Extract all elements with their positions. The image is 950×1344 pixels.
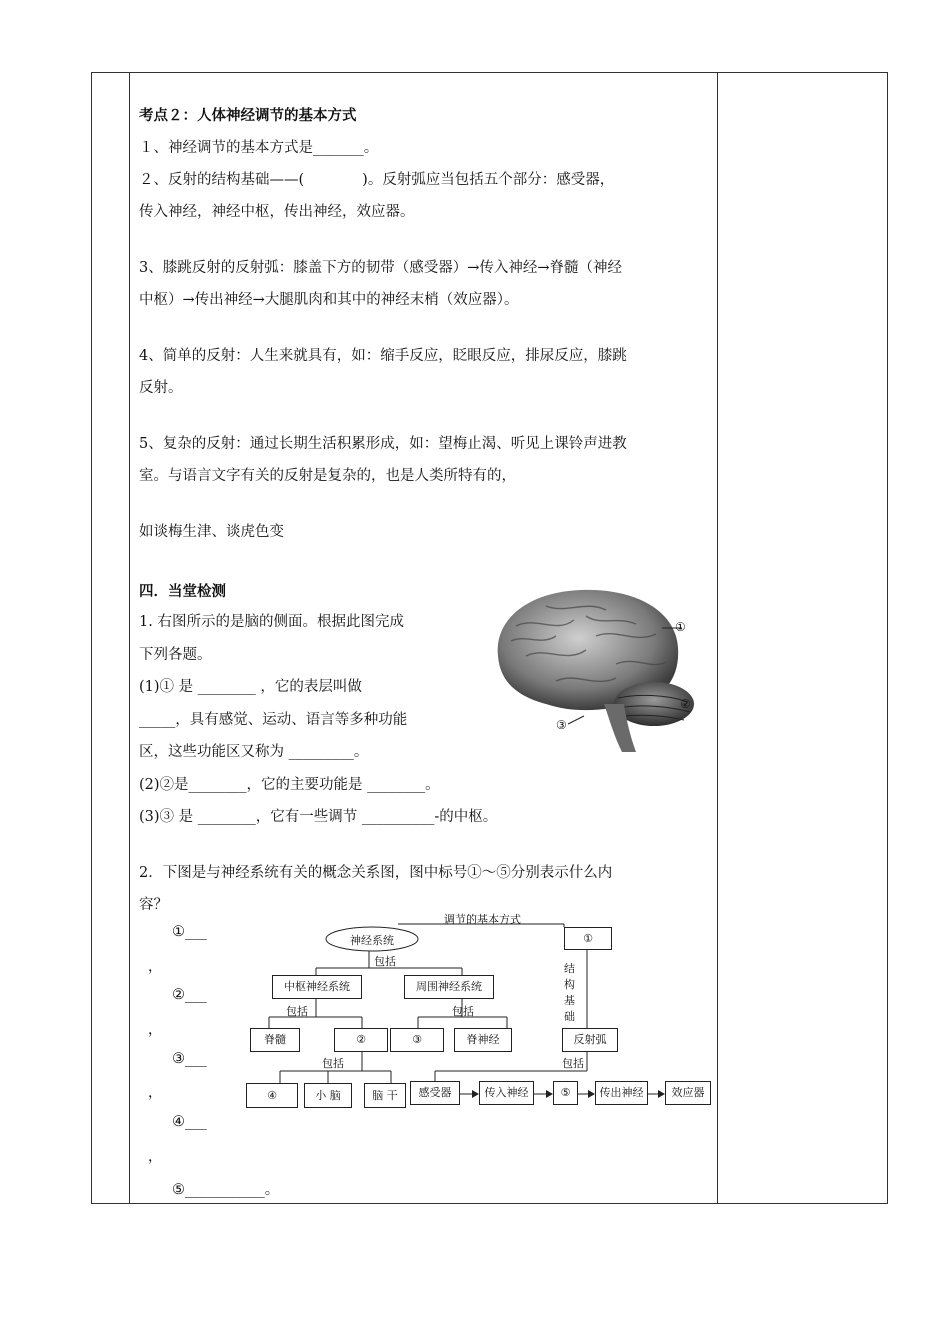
section-title-check: 四．当堂检测 <box>139 584 226 600</box>
item-2-line2: 传入神经，神经中枢，传出神经，效应器。 <box>139 204 415 220</box>
answer-3-comma: ， <box>148 1085 162 1101</box>
node-3: ③ <box>390 1028 444 1052</box>
node-1: ① <box>564 927 612 950</box>
node-receptor: 感受器 <box>410 1081 460 1105</box>
q1-part1-a: (1)① 是 ________ ，它的表层叫做 <box>139 679 362 695</box>
node-effector: 效应器 <box>665 1081 711 1105</box>
answer-2: ②___ <box>172 987 207 1003</box>
brain-label-2: ② <box>680 697 691 711</box>
answer-2-comma: ， <box>148 1022 162 1038</box>
q2-line2: 容？ <box>139 897 168 913</box>
item-4-line1: 4、简单的反射：人生来就具有，如：缩手反应，眨眼反应，排尿反应，膝跳 <box>139 348 627 364</box>
node-4: ④ <box>246 1083 298 1108</box>
node-spinal-cord: 脊髓 <box>250 1028 300 1052</box>
answer-4-comma: ， <box>148 1149 162 1165</box>
item-1: １、神经调节的基本方式是_______。 <box>139 140 379 156</box>
item-5-line1: 5、复杂的反射：通过长期生活积累形成，如：望梅止渴、听见上课铃声进教 <box>139 436 627 452</box>
question-1 <box>139 606 498 834</box>
answer-1: ①___ <box>172 924 207 940</box>
brain-label-1: ① <box>675 620 686 634</box>
table-divider-right <box>717 72 718 1204</box>
label-includes-brain: 包括 <box>322 1057 344 1070</box>
q1-part1-b: _____，具有感觉、运动、语言等多种功能 <box>139 711 408 728</box>
table-divider-left <box>129 72 130 1204</box>
node-afferent: 传入神经 <box>479 1081 534 1105</box>
main-content <box>139 100 714 548</box>
concept-diagram <box>244 913 714 1113</box>
node-peripheral-ns: 周围神经系统 <box>404 975 494 999</box>
answer-1-comma: ， <box>148 959 162 975</box>
node-efferent: 传出神经 <box>595 1081 648 1105</box>
brain-label-3: ③ <box>556 718 567 732</box>
node-2: ② <box>334 1028 388 1052</box>
q1-line2: 下列各题。 <box>139 646 212 663</box>
label-structural-basis: 结 构 基 础 <box>564 961 578 1025</box>
item-4-line2: 反射。 <box>139 380 183 396</box>
item-3-line2: 中枢）→传出神经→大腿肌肉和其中的神经末梢（效应器）。 <box>139 292 519 308</box>
node-nervous-system: 神经系统 <box>350 934 394 947</box>
label-includes-peripheral: 包括 <box>452 1005 474 1018</box>
node-5: ⑤ <box>553 1081 578 1105</box>
answer-5: ⑤___________。 <box>172 1182 280 1198</box>
label-includes-arc: 包括 <box>562 1057 584 1070</box>
brain-illustration <box>486 586 710 754</box>
question-2 <box>139 857 612 921</box>
item-3-line1: 3、膝跳反射的反射弧：膝盖下方的韧带（感受器）→传入神经→脊髓（神经 <box>139 260 623 276</box>
item-5-line2: 室。与语言文字有关的反射是复杂的，也是人类所特有的， <box>139 468 516 484</box>
node-central-ns: 中枢神经系统 <box>272 975 362 999</box>
item-5-line3: 如谈梅生津、谈虎色变 <box>139 524 284 540</box>
item-2-line1: ２、反射的结构基础——( )。反射弧应当包括五个部分：感受器， <box>139 172 615 188</box>
q1-part3: (3)③ 是 ________，它有一些调节 __________-的中枢。 <box>139 809 498 825</box>
node-reflex-arc: 反射弧 <box>562 1028 618 1052</box>
answer-3: ③___ <box>172 1051 207 1067</box>
node-spinal-nerve: 脊神经 <box>454 1028 512 1052</box>
q2-line1: 2．下图是与神经系统有关的概念关系图，图中标号①～⑤分别表示什么内 <box>139 865 613 881</box>
node-brainstem: 脑 干 <box>364 1083 406 1108</box>
node-cerebellum: 小 脑 <box>304 1083 352 1108</box>
answer-4: ④___ <box>172 1114 207 1130</box>
label-includes-root: 包括 <box>374 955 396 968</box>
section-title-kaodian: 考点２：人体神经调节的基本方式 <box>139 108 357 124</box>
q1-part2: (2)②是________，它的主要功能是 ________。 <box>139 776 440 793</box>
q1-line1: 1. 右图所示的是脑的侧面。根据此图完成 <box>139 614 404 630</box>
q1-part1-c: 区，这些功能区又称为 _________。 <box>139 744 369 760</box>
label-includes-central: 包括 <box>286 1005 308 1018</box>
link-basic-mode: 调节的基本方式 <box>444 913 521 926</box>
